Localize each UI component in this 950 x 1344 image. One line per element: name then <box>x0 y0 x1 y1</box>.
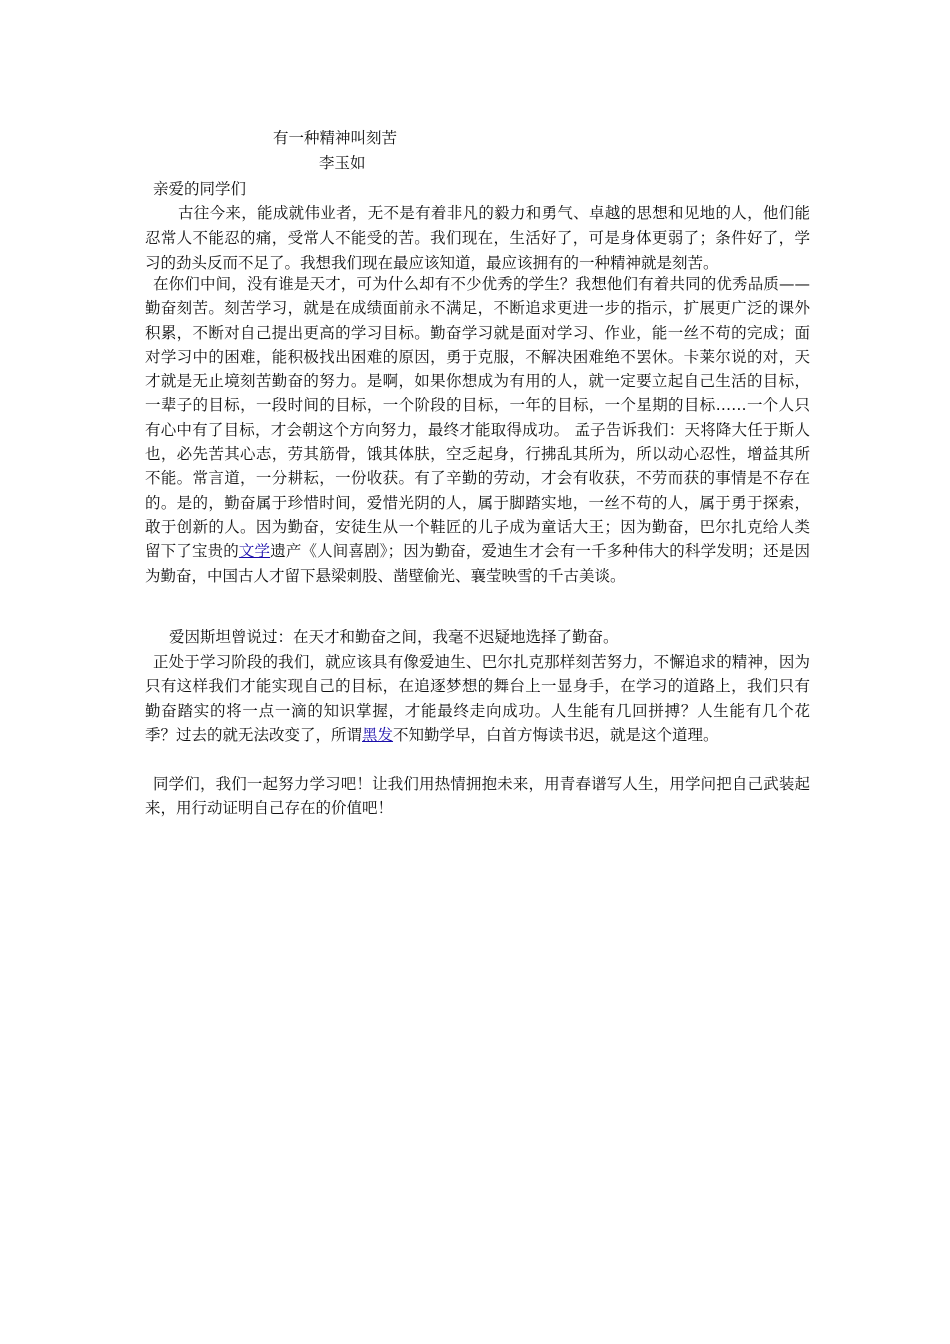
paragraph-2-text-a: 在你们中间，没有谁是天才，可为什么却有不少优秀的学生？我想他们有着共同的优秀品质——勤奋刻苦。刻苦学习，就是在成绩面前永不满足，不断追求更进一步的指示，扩展更广泛的课外积累，不断对自己提出更高的学习目标。勤奋学习就是面对学习、作业，能一丝不苟的完成；面对学习中的困难，能积极找出困难的原因，勇于克服，不解决困难绝不罢休。卡莱尔说的对，天才就是无止境刻苦勤奋的努力。是啊，如果你想成为有用的人，就一定要立起自己生活的目标，一辈子的目标，一段时间的目标，一个阶段的目标，一年的目标，一个星期的目标……一个人只有心中有了目标，才会朝这个方向努力，最终才能取得成功。 孟子告诉我们：天将降大任于斯人也，必先苦其心志，劳其筋骨，饿其体肤，空乏起身，行拂乱其所为，所以动心忍性，增益其所不能。常言道，一分耕耘，一份收获。有了辛勤的劳动，才会有收获，不劳而获的事情是不存在的。是的，勤奋属于珍惜时间，爱惜光阴的人，属于脚踏实地，一丝不苟的人，属于勇于探索，敢于创新的人。因为勤奋，安徒生从一个鞋匠的儿子成为童话大王；因为勤奋，巴尔扎克给人类留下了宝贵的 <box>145 275 810 561</box>
paragraph-1: 古往今来，能成就伟业者，无不是有着非凡的毅力和勇气、卓越的思想和见地的人，他们能忍常人不能忍的痛，受常人不能受的苦。我们现在，生活好了，可是身体更弱了；条件好了，学习的劲头反而不足了。我想我们现在最应该知道，最应该拥有的一种精神就是刻苦。 <box>145 204 810 272</box>
salutation: 亲爱的同学们 <box>153 180 247 198</box>
paragraph-3: 爱因斯坦曾说过：在天才和勤奋之间，我毫不迟疑地选择了勤奋。 <box>169 628 619 646</box>
literature-link[interactable]: 文学 <box>238 542 271 561</box>
black-hair-link[interactable]: 黑发 <box>362 725 394 744</box>
paragraph-2-text-b: 遗产《人间喜剧》；因为勤奋，爱迪生才会有一千多种伟大的科学发明；还是因为勤奋，中国古人才留下悬梁刺股、凿壁偷光、襄莹映雪的千古美谈。 <box>145 542 810 585</box>
paragraph-4-text-a: 正处于学习阶段的我们，就应该具有像爱迪生、巴尔扎克那样刻苦努力，不懈追求的精神，因为只有这样我们才能实现自己的目标，在追逐梦想的舞台上一显身手，在学习的道路上，我们只有勤奋踏实的将一点一滴的知识掌握，才能最终走向成功。人生能有几回拼搏？人生能有几个花季？过去的就无法改变了，所谓 <box>145 653 810 744</box>
author-name: 李玉如 <box>319 154 366 172</box>
paragraph-4-text-b: 不知勤学早，白首方悔读书迟，就是这个道理。 <box>393 725 719 744</box>
paragraph-5: 同学们，我们一起努力学习吧！让我们用热情拥抱未来，用青春谱写人生，用学问把自己武装起来，用行动证明自己存在的价值吧！ <box>145 775 810 818</box>
paragraph-2 <box>145 272 810 588</box>
document-title: 有一种精神叫刻苦 <box>273 129 398 147</box>
paragraph-4 <box>145 650 810 747</box>
